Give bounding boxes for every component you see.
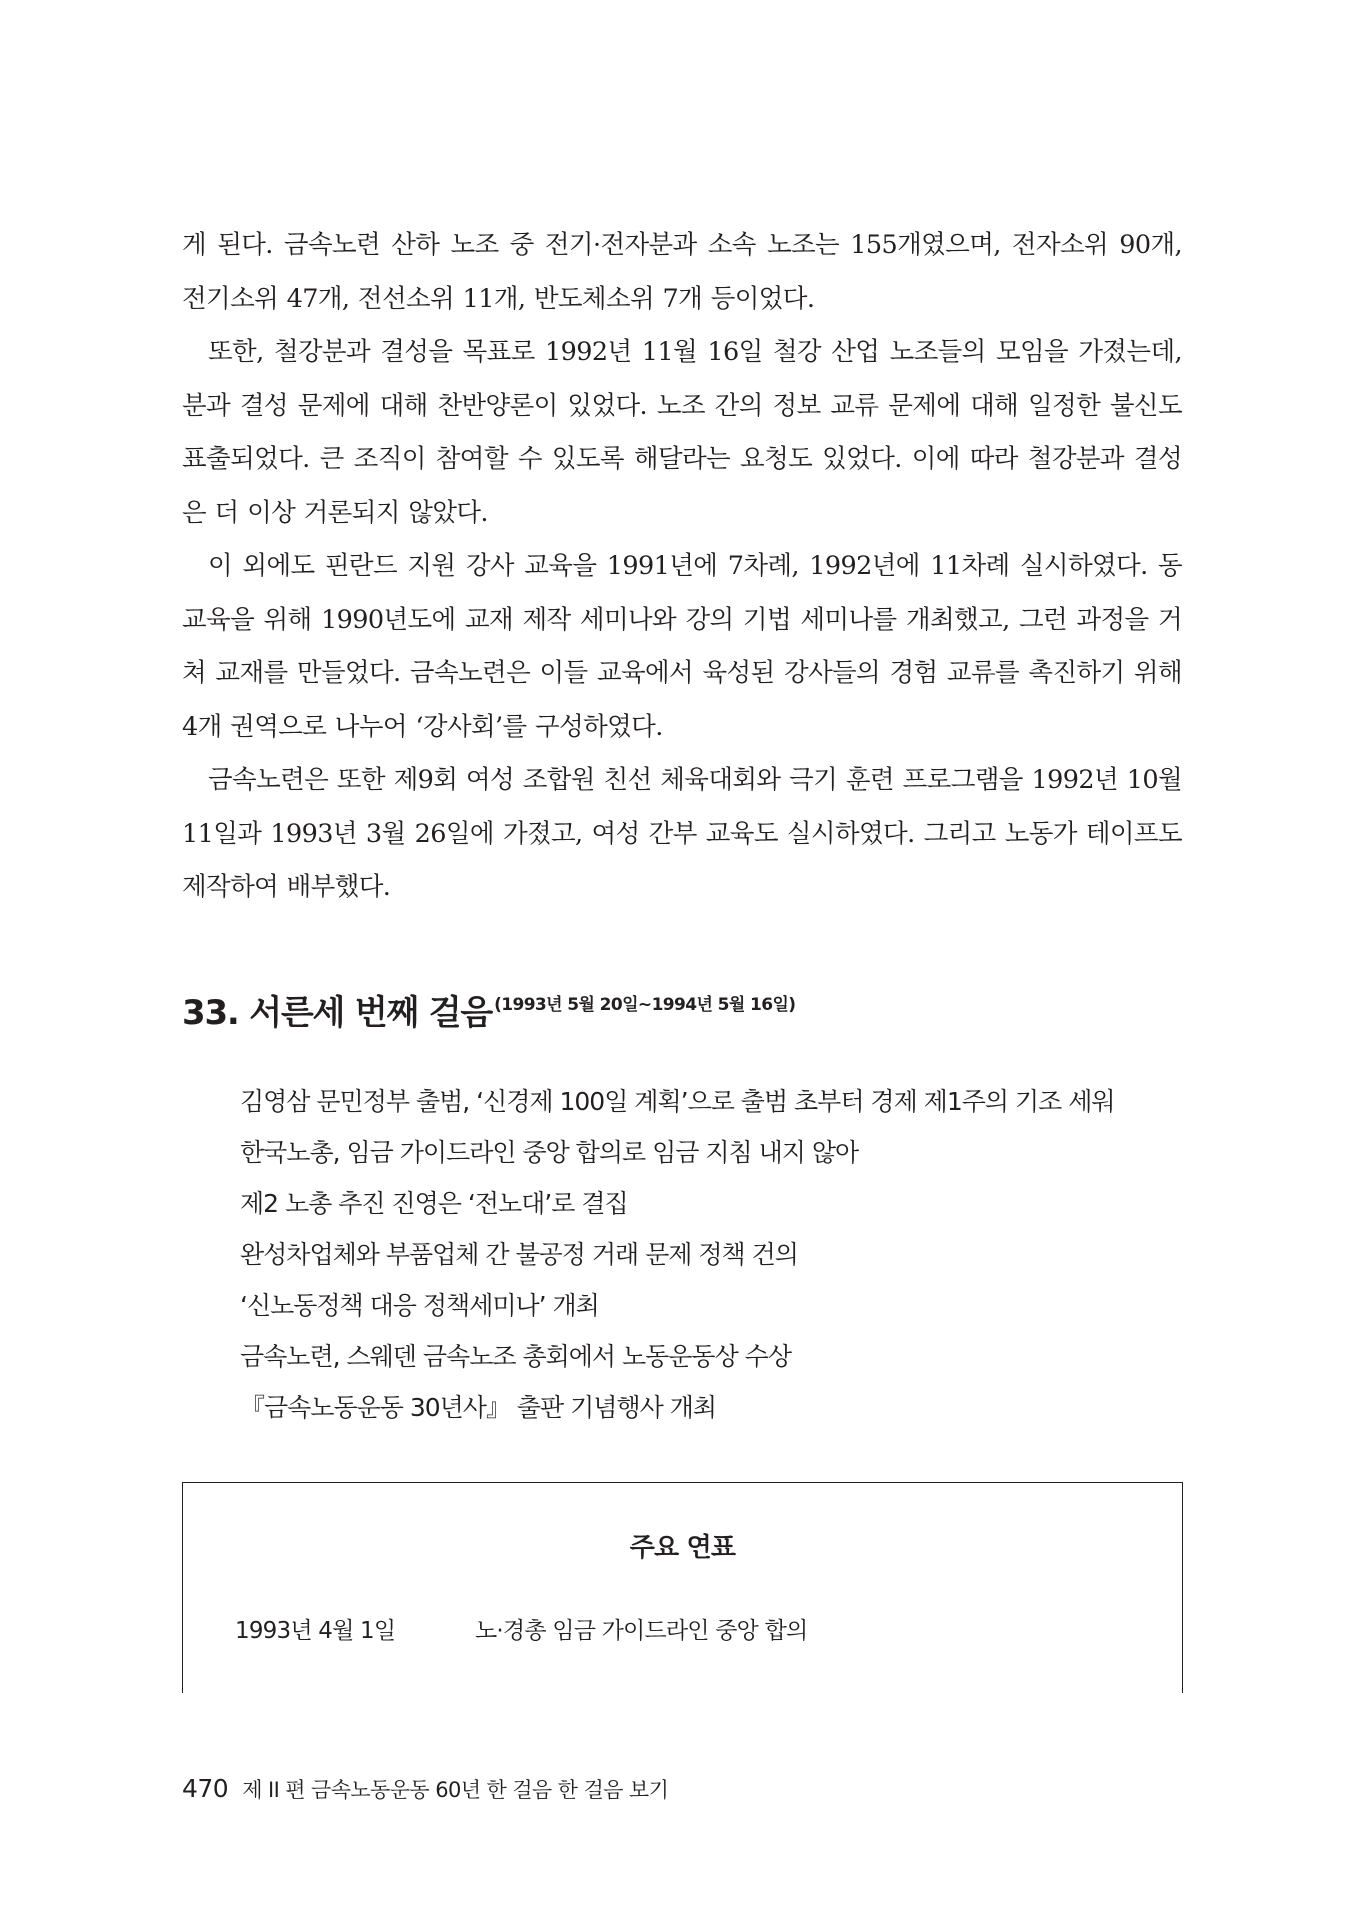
timeline-date: 1993년 4월 1일 [235, 1618, 396, 1644]
summary-item: 제2 노총 추진 진영은 ‘전노대’로 결집 [240, 1189, 628, 1218]
summary-item: 김영삼 문민정부 출범, ‘신경제 100일 계획’으로 출범 초부터 경제 제1주의 기조 세워 [240, 1087, 1115, 1116]
page-footer [182, 1774, 668, 1804]
paragraph-4: 금속노련은 또한 제9회 여성 조합원 친선 체육대회와 극기 훈련 프로그램을 1992년 10월 11일과 1993년 3월 26일에 가졌고, 여성 간부 교육도 실시하였다. 그리고 노동가 테이프도 제작하여 배부했다. [182, 765, 1182, 902]
paragraph-3: 이 외에도 핀란드 지원 강사 교육을 1991년에 7차례, 1992년에 11차례 실시하였다. 동 교육을 위해 1990년도에 교재 제작 세미나와 강의 기법 세미나를 개최했고, 그런 과정을 거쳐 교재를 만들었다. 금속노련은 이들 교육에서 육성된 강사들의 경험 교류를 촉진하기 위해 4개 권역으로 나누어 ‘강사회’를 구성하였다. [182, 551, 1182, 742]
timeline-entry [235, 1612, 807, 1645]
paragraph-2: 또한, 철강분과 결성을 목표로 1992년 11월 16일 철강 산업 노조들의 모임을 가졌는데, 분과 결성 문제에 대해 찬반양론이 있었다. 노조 간의 정보 교류 문제에 대해 일정한 불신도 표출되었다. 큰 조직이 참여할 수 있도록 해달라는 요청도 있었다. 이에 따라 철강분과 결성은 더 이상 거론되지 않았다. [182, 337, 1182, 528]
summary-list [240, 1076, 1115, 1433]
timeline-title: 주요 연표 [629, 1533, 736, 1563]
summary-item: 금속노련, 스웨덴 금속노조 총회에서 노동운동상 수상 [240, 1342, 791, 1371]
page-number: 470 [182, 1774, 229, 1803]
body-text [182, 219, 1182, 915]
section-heading [182, 985, 795, 1034]
summary-item: 『금속노동운동 30년사』 출판 기념행사 개최 [240, 1393, 717, 1422]
section-period: (1993년 5월 20일~1994년 5월 16일) [494, 995, 796, 1015]
timeline-event: 노·경총 임금 가이드라인 중앙 합의 [475, 1618, 808, 1644]
section-title: 33. 서른세 번째 걸음 [182, 993, 493, 1033]
running-title: 제 II 편 금속노동운동 60년 한 걸음 한 걸음 보기 [242, 1778, 669, 1802]
summary-item: 완성차업체와 부품업체 간 불공정 거래 문제 정책 건의 [240, 1240, 798, 1269]
timeline-box [182, 1482, 1183, 1693]
paragraph-1: 게 된다. 금속노련 산하 노조 중 전기·전자분과 소속 노조는 155개였으며, 전자소위 90개, 전기소위 47개, 전선소위 11개, 반도체소위 7개 등이었다. [182, 230, 1182, 314]
summary-item: 한국노총, 임금 가이드라인 중앙 합의로 임금 지침 내지 않아 [240, 1138, 859, 1167]
summary-item: ‘신노동정책 대응 정책세미나’ 개최 [240, 1291, 599, 1320]
